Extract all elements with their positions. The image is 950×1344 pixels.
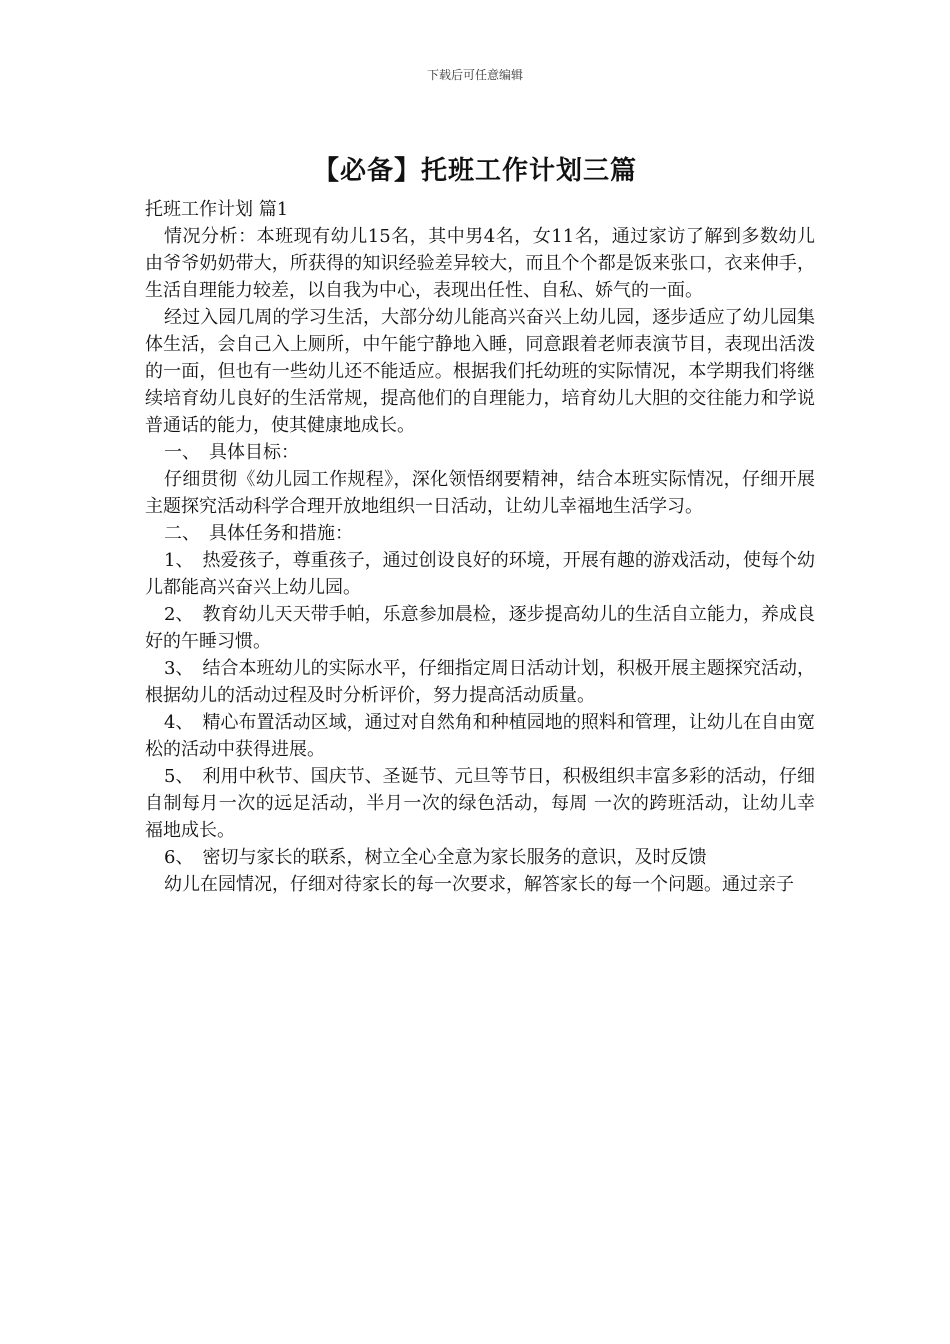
list-item-2: 2、 教育幼儿天天带手帕，乐意参加晨检，逐步提高幼儿的生活自立能力，养成良好的午睡习惯。 [145, 604, 815, 652]
paragraph-adaptation: 经过入园几周的学习生活，大部分幼儿能高兴奋兴上幼儿园，逐步适应了幼儿园集体生活，会自己入上厕所，中午能宁静地入睡，同意跟着老师表演节目，表现出活泼的一面，但也有一些幼儿还不能适应。根据我们托幼班的实际情况，本学期我们将继续培育幼儿良好的生活常规，提高他们的自理能力，培育幼儿大胆的交往能力和学说普通话的能力，使其健康地成长。 [145, 307, 815, 436]
heading-specific-goals: 一、 具体目标： [164, 442, 299, 463]
list-item-4: 4、 精心布置活动区域，通过对自然角和种植园地的照料和管理，让幼儿在自由宽松的活动中获得进展。 [145, 712, 815, 760]
document-body [145, 196, 815, 898]
paragraph-situation-analysis: 情况分析：本班现有幼儿15名，其中男4名，女11名，通过家访了解到多数幼儿由爷爷奶奶带大，所获得的知识经验差异较大，而且个个都是饭来张口，衣来伸手，生活自理能力较差，以自我为中心，表现出任性、自私、娇气的一面。 [145, 226, 815, 301]
paragraph-goals: 仔细贯彻《幼儿园工作规程》，深化领悟纲要精神，结合本班实际情况，仔细开展主题探究活动科学合理开放地组织一日活动，让幼儿幸福地生活学习。 [145, 469, 815, 517]
list-item-6: 6、 密切与家长的联系，树立全心全意为家长服务的意识，及时反馈 [164, 847, 707, 868]
header-note: 下载后可任意编辑 [426, 68, 523, 82]
paragraph-parent-feedback: 幼儿在园情况，仔细对待家长的每一次要求，解答家长的每一个问题。通过亲子 [164, 874, 794, 895]
list-item-3: 3、 结合本班幼儿的实际水平，仔细指定周日活动计划，积极开展主题探究活动，根据幼儿的活动过程及时分析评价，努力提高活动质量。 [145, 658, 815, 706]
section-subtitle: 托班工作计划 篇1 [145, 199, 289, 220]
list-item-5: 5、 利用中秋节、国庆节、圣诞节、元旦等节日，积极组织丰富多彩的活动，仔细自制每月一次的远足活动，半月一次的绿色活动，每周 一次的跨班活动，让幼儿幸福地成长。 [145, 766, 815, 841]
list-item-1: 1、 热爱孩子，尊重孩子，通过创设良好的环境，开展有趣的游戏活动，使每个幼儿都能高兴奋兴上幼儿园。 [145, 550, 815, 598]
heading-tasks-measures: 二、 具体任务和措施： [164, 523, 353, 544]
document-title: 【必备】托班工作计划三篇 [312, 156, 637, 186]
